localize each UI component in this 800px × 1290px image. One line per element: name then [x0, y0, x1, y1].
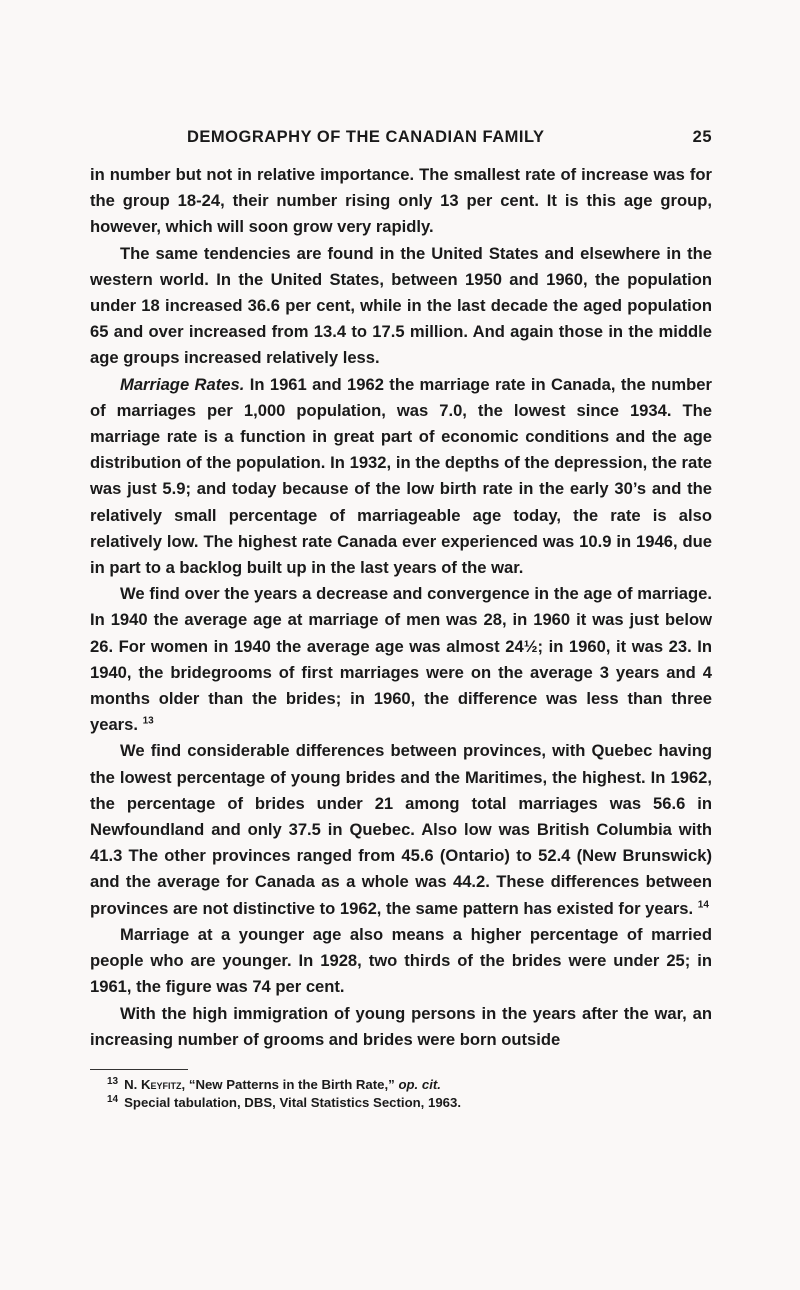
footnote-number: 14	[107, 1093, 119, 1105]
paragraph-4-text: We find over the years a decrease and convergence in the age of marriage. In 1940 the average age at marriage of men was 28, in 1960 it was just below 26. For women in 1940 the average age was almost 24½; in 1960, it was 23. In 1940, the bridegrooms of first marriages were on the average 3 years and 4 months older than the brides; in 1960, the difference was less than three years.	[90, 584, 712, 735]
page-number: 25	[692, 128, 712, 146]
paragraph-3	[90, 372, 712, 582]
paragraph-6: Marriage at a younger age also means a higher percentage of married people who are younger. In 1928, two thirds of the brides were under 25; in 1961, the figure was 74 per cent.	[90, 924, 712, 997]
footnote-number: 13	[107, 1075, 119, 1087]
paragraph-1: in number but not in relative importance. The smallest rate of increase was for the group 18-24, their number rising only 13 per cent. It is this age group, however, which will soon grow very rapidly.	[90, 165, 712, 237]
document-page	[90, 128, 712, 1112]
footnote-ref: op. cit.	[398, 1076, 441, 1092]
body-text	[90, 162, 712, 1053]
running-title: DEMOGRAPHY OF THE CANADIAN FAMILY	[187, 128, 545, 146]
footnote-author: N. Keyfitz,	[124, 1076, 186, 1092]
running-header	[90, 128, 712, 162]
footnote-text: “New Patterns in the Birth Rate,”	[188, 1076, 395, 1092]
paragraph-7: With the high immigration of young persons in the years after the war, an increasing number of grooms and brides were born outside	[90, 1003, 712, 1049]
footnote-text: Special tabulation, DBS, Vital Statistics Section, 1963.	[124, 1094, 462, 1110]
footnote-ref-13[interactable]: 13	[142, 715, 154, 727]
paragraph-3-text: In 1961 and 1962 the marriage rate in Canada, the number of marriages per 1,000 population, was 7.0, the lowest since 1934. The marriage rate is a function in great part of economic conditions and the age distribution of the population. In 1932, in the depths of the depression, the rate was just 5.9; and today because of the low birth rate in the early 30’s and the relatively small percentage of marriageable age today, the rate is also relatively low. The highest rate Canada ever experienced was 10.9 in 1946, due in part to a backlog built up in the last years of the war.	[90, 374, 712, 578]
section-heading: Marriage Rates.	[120, 374, 245, 394]
paragraph-4	[90, 581, 712, 738]
footnotes	[90, 1076, 712, 1112]
footnote-divider	[90, 1069, 188, 1070]
footnote-13	[90, 1076, 712, 1094]
footnote-14	[90, 1094, 712, 1112]
paragraph-2: The same tendencies are found in the United States and elsewhere in the western world. In the United States, between 1950 and 1960, the population under 18 increased 36.6 per cent, while in the last decade the aged population 65 and over increased from 13.4 to 17.5 million. And again those in the middle age groups increased relatively less.	[90, 243, 712, 368]
paragraph-5-text: We find considerable differences between provinces, with Quebec having the lowest percentage of young brides and the Maritimes, the highest. In 1962, the percentage of brides under 21 among total marriages was 56.6 in Newfoundland and only 37.5 in Quebec. Also low was British Columbia with 41.3 The other provinces ranged from 45.6 (Ontario) to 52.4 (New Brunswick) and the average for Canada as a whole was 44.2. These differences between provinces are not distinctive to 1962, the same pattern has existed for years.	[90, 741, 712, 918]
paragraph-5	[90, 738, 712, 921]
footnote-ref-14[interactable]: 14	[697, 899, 709, 911]
